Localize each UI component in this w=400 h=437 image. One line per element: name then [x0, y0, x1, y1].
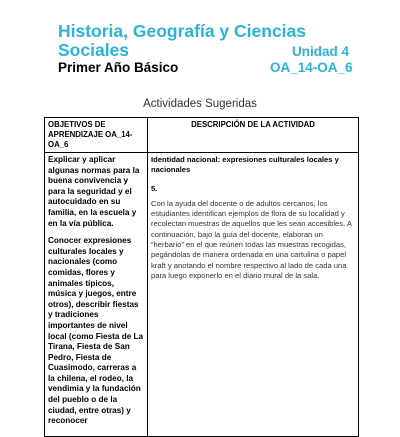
objectives-cell	[45, 153, 148, 437]
oa-range-label: OA_14-OA_6	[270, 60, 353, 75]
document-title: Historia, Geografía y Ciencias Sociales	[58, 21, 307, 60]
objective-item: Explicar y aplicar algunas normas para la buena convivencia y para la seguridad y el autocuidado en su familia, en la escuela y en la vía pública.	[48, 155, 140, 228]
description-cell	[148, 153, 359, 437]
activity-title: Identidad nacional: expresiones culturales locales y nacionales	[151, 155, 339, 175]
activity-number: 5.	[151, 183, 158, 193]
objective-item: Conocer expresiones culturales locales y nacionales (como comidas, flores y animales típicos, música y juegos, entre otros), describir fiestas y tradiciones importantes de nivel local (como Fiesta de La Tirana, Fiesta de San Pedro, Fiesta de Cuasimodo, carreras a la chilena, el rodeo, la vendimia y la fundación del pueblo o de la ciudad, entre otras) y reconocer	[48, 236, 144, 426]
activities-table	[44, 117, 359, 437]
grade-label: Primer Año Básico	[58, 60, 179, 75]
description-column-header: DESCRIPCIÓN DE LA ACTIVIDAD	[148, 118, 359, 153]
activity-body: Con la ayuda del docente o de adultos cercanos, los estudiantes identifican ejemplos de flora de su localidad y recolectan muestras de aquellos que les sean accesibles. A continuación, bajo la guía del docente, elaboran un “herbario” en el que reúnen todas las muestras recogidas, pegándolas de manera ordenada en una cartulina o papel kraft y anotando el nombre respectivo al lado de cada una para luego exponerlo en el diario mural de la sala.	[151, 198, 352, 280]
unit-label: Unidad 4	[292, 44, 350, 59]
section-title: Actividades Sugeridas	[143, 98, 257, 110]
table-row	[45, 153, 359, 437]
objectives-column-header: OBJETIVOS DE APRENDIZAJE OA_14-OA_6	[45, 118, 148, 153]
table-header-row	[45, 118, 359, 153]
